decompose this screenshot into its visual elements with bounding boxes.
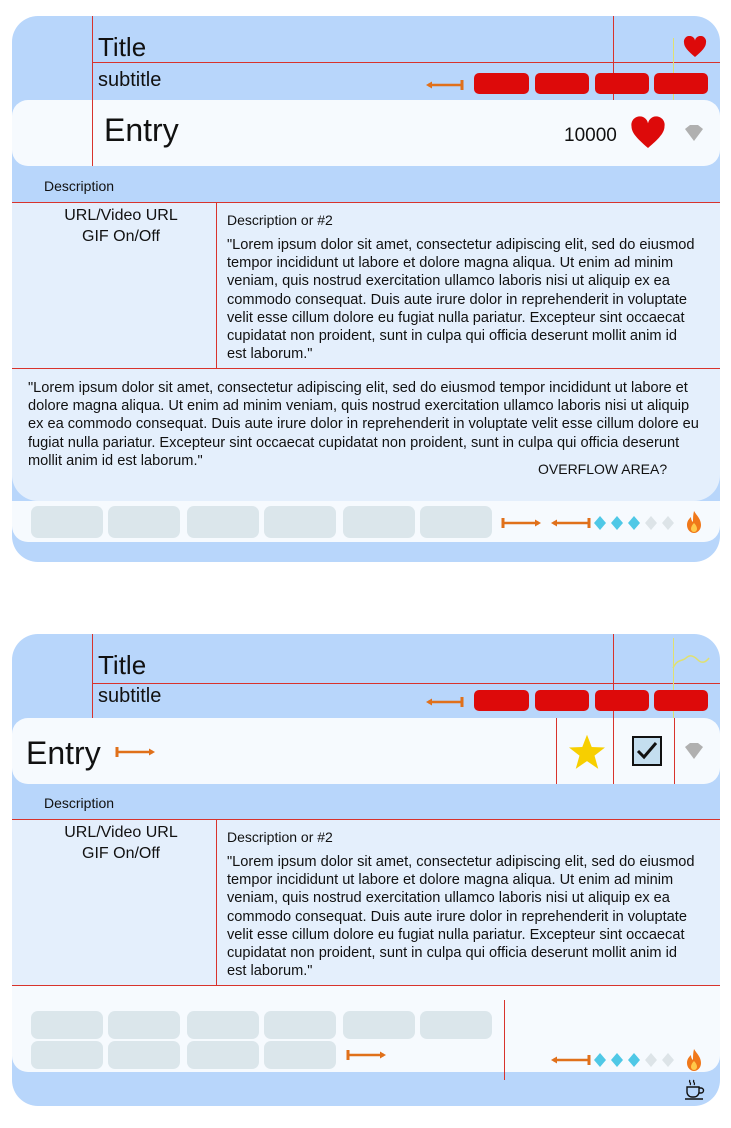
wave-icon xyxy=(672,648,710,670)
toolbar-divider xyxy=(504,1000,505,1080)
toolbar-button[interactable] xyxy=(420,506,492,538)
toolbar-button[interactable] xyxy=(264,1011,336,1039)
entry-label: Entry xyxy=(104,112,179,148)
tab-pill[interactable] xyxy=(474,690,529,711)
url-label xyxy=(36,205,206,247)
heart-icon[interactable] xyxy=(683,36,707,58)
bottom-toolbar xyxy=(12,501,720,542)
toolbar-button[interactable] xyxy=(187,1041,259,1069)
fire-icon[interactable] xyxy=(686,1048,702,1072)
toolbar-button[interactable] xyxy=(187,506,259,538)
overflow-label: OVERFLOW AREA? xyxy=(538,461,668,477)
tab-pill[interactable] xyxy=(654,73,708,94)
entry-label: Entry xyxy=(26,735,101,771)
arrow-right-icon[interactable] xyxy=(501,517,541,529)
toolbar-button[interactable] xyxy=(187,1011,259,1039)
diamond-icon xyxy=(594,1053,606,1067)
arrow-left-icon[interactable] xyxy=(426,696,464,708)
diamond-icon xyxy=(628,1053,640,1067)
entry-divider xyxy=(613,718,614,784)
url-label xyxy=(36,822,206,864)
gif-line: GIF On/Off xyxy=(82,845,160,862)
description-panel xyxy=(12,819,720,985)
arrow-right-icon[interactable] xyxy=(115,746,155,758)
toolbar-button[interactable] xyxy=(31,506,103,538)
lorem-text: "Lorem ipsum dolor sit amet, consectetur adipiscing elit, sed do eiusmod tempor incididunt ut labore et dolore magna aliqua. Ut enim ad minim veniam, quis nostrud exercitation ullamco laboris nisi ut aliquip ex ea commodo consequat. Duis aute irure dolor in reprehenderit in voluptate velit esse cillum dolore eu fugiat nulla pariatur. Excepteur sint occaecat cupidatat non proident, sunt in culpa qui officia deserunt mollit anim id est laborum." xyxy=(227,237,695,363)
tab-pill[interactable] xyxy=(654,690,708,711)
arrow-left-icon[interactable] xyxy=(426,79,464,91)
card-2 xyxy=(12,634,720,1106)
panel-vertical-divider xyxy=(216,819,217,985)
diamond-icon xyxy=(645,516,657,530)
toolbar-button[interactable] xyxy=(108,506,180,538)
toolbar-button[interactable] xyxy=(31,1011,103,1039)
overflow-area xyxy=(12,369,720,501)
tab-pill[interactable] xyxy=(535,73,589,94)
diamond-rating xyxy=(593,1052,677,1068)
diamond-icon xyxy=(662,516,674,530)
tab-pill[interactable] xyxy=(595,73,649,94)
url-line: URL/Video URL xyxy=(64,824,178,841)
chevron-down-icon[interactable] xyxy=(684,742,704,760)
tab-pill[interactable] xyxy=(535,690,589,711)
toolbar-button[interactable] xyxy=(31,1041,103,1069)
count-value: 10000 xyxy=(564,125,617,146)
lorem-long-text: "Lorem ipsum dolor sit amet, consectetur adipiscing elit, sed do eiusmod tempor incididunt ut labore et dolore magna aliqua. Ut enim ad minim veniam, quis nostrud exercitation ullamco laboris nisi ut aliquip ex ea commodo consequat. Duis aute irure dolor in reprehenderit in voluptate velit esse cillum dolore eu fugiat nulla pariatur. Excepteur sint occaecat cupidatat non proident, sunt in culpa qui officia deserunt mollit anim id est laborum." xyxy=(28,380,699,469)
entry-divider xyxy=(556,718,557,784)
entry-divider xyxy=(674,718,675,784)
panel-vertical-divider xyxy=(216,202,217,368)
heart-icon[interactable] xyxy=(630,116,666,150)
arrow-left-icon[interactable] xyxy=(551,517,591,529)
tab-pill[interactable] xyxy=(595,690,649,711)
toolbar-button[interactable] xyxy=(343,1011,415,1039)
panel-top-divider xyxy=(12,202,720,203)
description-label: Description xyxy=(44,795,115,811)
diamond-icon xyxy=(611,1053,623,1067)
diamond-icon xyxy=(662,1053,674,1067)
header-divider xyxy=(92,62,720,63)
left-vertical-divider xyxy=(92,16,93,166)
description2-label: Description or #2 xyxy=(227,212,333,228)
toolbar-button[interactable] xyxy=(420,1011,492,1039)
toolbar-button[interactable] xyxy=(343,506,415,538)
header-divider xyxy=(92,683,720,684)
lorem-text: "Lorem ipsum dolor sit amet, consectetur adipiscing elit, sed do eiusmod tempor incididunt ut labore et dolore magna aliqua. Ut enim ad minim veniam, quis nostrud exercitation ullamco laboris nisi ut aliquip ex ea commodo consequat. Duis aute irure dolor in reprehenderit in voluptate velit esse cillum dolore eu fugiat nulla pariatur. Excepteur sint occaecat cupidatat non proident, sunt in culpa qui officia deserunt mollit anim id est laborum." xyxy=(227,854,695,980)
diamond-icon xyxy=(611,516,623,530)
coffee-icon[interactable] xyxy=(684,1078,706,1100)
checkbox-icon[interactable] xyxy=(632,736,662,766)
card-subtitle: subtitle xyxy=(98,69,162,91)
bottom-toolbar xyxy=(12,986,720,1072)
card-1 xyxy=(12,16,720,562)
arrow-left-icon[interactable] xyxy=(551,1054,591,1066)
diamond-icon xyxy=(594,516,606,530)
gif-line: GIF On/Off xyxy=(82,228,160,245)
card-subtitle: subtitle xyxy=(98,685,162,707)
toolbar-button[interactable] xyxy=(264,506,336,538)
diamond-rating xyxy=(593,515,677,531)
description-panel xyxy=(12,202,720,368)
toolbar-button[interactable] xyxy=(264,1041,336,1069)
panel-top-divider xyxy=(12,819,720,820)
star-icon[interactable] xyxy=(568,734,606,770)
url-line: URL/Video URL xyxy=(64,207,178,224)
left-vertical-divider xyxy=(92,634,93,718)
entry-row xyxy=(12,100,720,166)
diamond-icon xyxy=(645,1053,657,1067)
entry-row xyxy=(12,718,720,784)
toolbar-button[interactable] xyxy=(108,1011,180,1039)
arrow-right-icon[interactable] xyxy=(346,1049,386,1061)
fire-icon[interactable] xyxy=(686,510,702,534)
diamond-icon xyxy=(628,516,640,530)
description2-label: Description or #2 xyxy=(227,829,333,845)
description-label: Description xyxy=(44,178,115,194)
toolbar-button[interactable] xyxy=(108,1041,180,1069)
chevron-down-icon[interactable] xyxy=(684,124,704,142)
tab-pill[interactable] xyxy=(474,73,529,94)
card-title: Title xyxy=(98,650,147,680)
card-title: Title xyxy=(98,32,147,62)
